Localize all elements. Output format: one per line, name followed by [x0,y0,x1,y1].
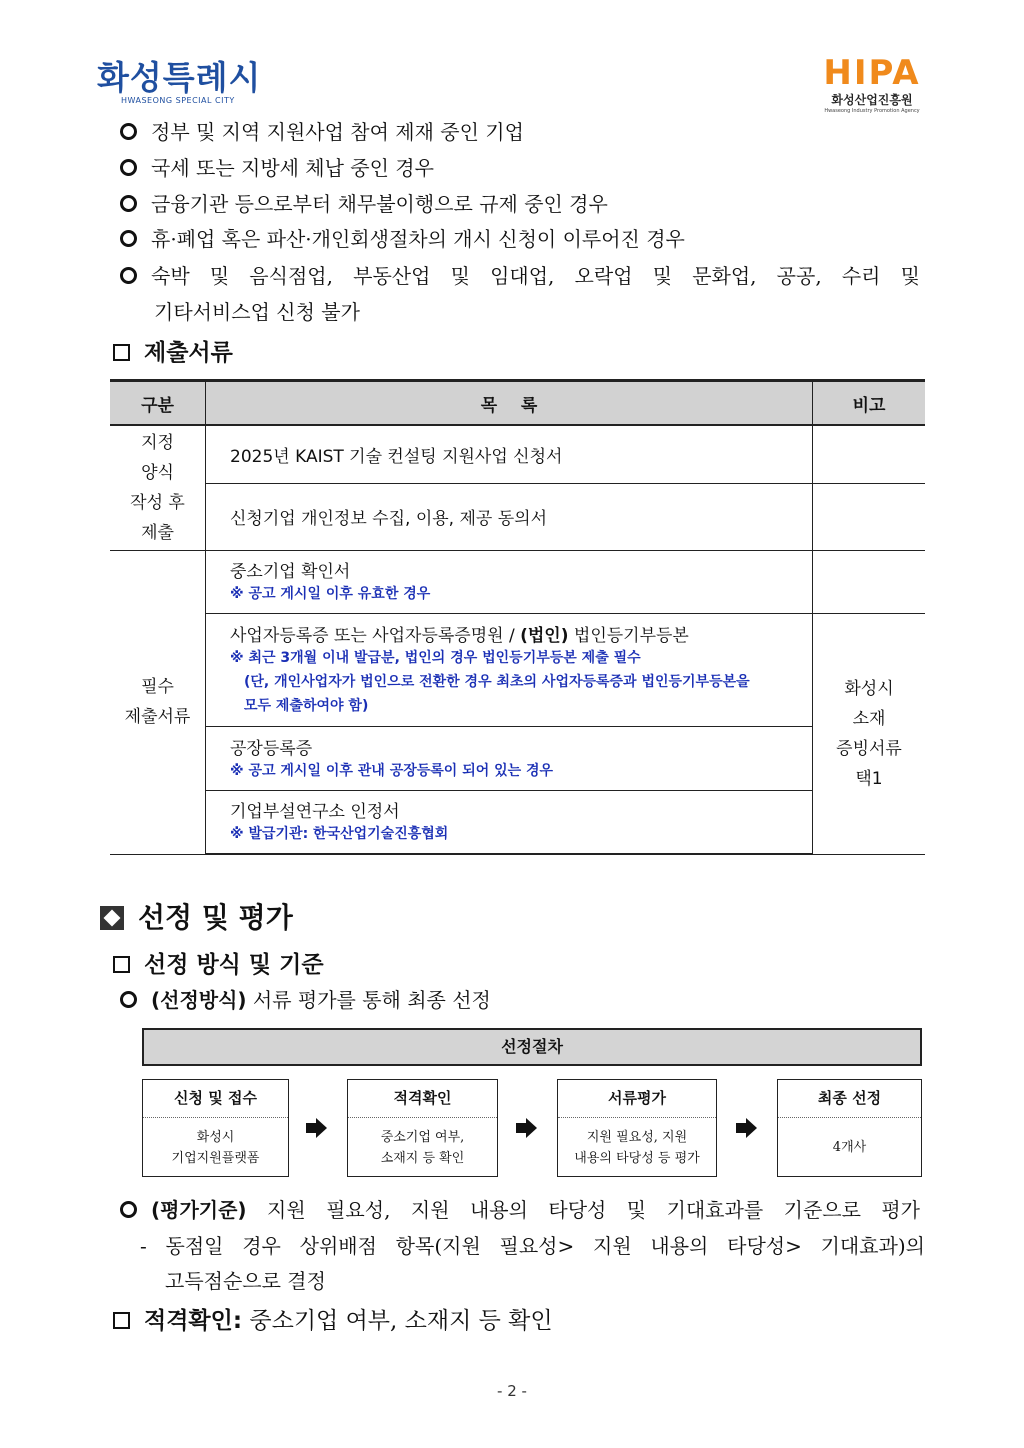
flow-step-2: 적격확인 중소기업 여부, 소재지 등 확인 [347,1079,498,1177]
doc-factory-note: ※ 공고 게시일 이후 관내 공장등록이 되어 있는 경우 [230,762,554,779]
remark-empty-1 [813,425,926,483]
selection-heading: 선정 방식 및 기준 [113,946,324,979]
hwaseong-logo-subtext: HWASEONG SPECIAL CITY [121,96,235,105]
category-required-docs: 필수 제출서류 [110,550,206,854]
exclusion-item-5: 숙박 및 음식점업, 부동산업 및 임대업, 오락업 및 문화업, 공공, 수리 및 [120,258,920,294]
remark-location-proof: 화성시 소재 증빙서류 택1 [813,613,926,854]
col-header-category: 구분 [110,381,206,426]
hipa-logo-korean: 화성산업진흥원 [831,93,913,107]
tie-break-rule: - 동점일 경우 상위배점 항목(지원 필요성> 지원 내용의 타당성> 기대효과)의 [140,1234,925,1258]
circle-bullet-icon [120,230,137,247]
selection-method: (선정방식) 서류 평가를 통해 최종 선정 [120,982,928,1018]
section-title: 선정 및 평가 [100,896,293,936]
flow-step-3: 서류평가 지원 필요성, 지원 내용의 타당성 등 평가 [557,1079,717,1177]
exclusion-item-2: 국세 또는 지방세 체납 중인 경우 [120,150,928,186]
evaluation-criteria: (평가기준) 지원 필요성, 지원 내용의 타당성 및 기대효과를 기준으로 평가 [120,1192,920,1228]
doc-business-note: ※ 최근 3개월 이내 발급분, 법인의 경우 법인등기부등본 제출 필수 (단, 개인사업자가 법인으로 전환한 경우 최초의 사업자등록증과 법인등기부등본을 모두 제출하여야 함) [230,650,750,714]
category-designated-form: 지정 양식 작성 후 제출 [110,425,206,550]
exclusion-item-4: 휴·폐업 혹은 파산·개인회생절차의 개시 신청이 이루어진 경우 [120,221,928,257]
square-bullet-icon [113,344,130,361]
circle-bullet-icon [120,267,137,284]
remark-empty-2 [813,483,926,550]
exclusion-item-5-cont: 기타서비스업 신청 불가 [154,300,360,324]
exclusion-item-1: 정부 및 지역 지원사업 참여 제재 중인 기업 [120,114,928,150]
square-bullet-icon [113,1312,130,1329]
hwaseong-logo-text: 화성특례시 [97,58,262,97]
remark-empty-3 [813,550,926,613]
circle-bullet-icon [120,159,137,176]
circle-bullet-icon [120,1201,137,1218]
exclusion-item-3: 금융기관 등으로부터 채무불이행으로 규제 중인 경우 [120,186,928,222]
flow-title-bar: 선정절차 [142,1028,922,1066]
doc-application-form: 2025년 KAIST 기술 컨설팅 지원사업 신청서 [206,425,813,483]
tie-break-rule-cont: 고득점순으로 결정 [165,1269,326,1293]
doc-sme-note: ※ 공고 게시일 이후 유효한 경우 [230,586,431,602]
page-number: - 2 - [497,1382,527,1400]
hwaseong-city-logo [97,60,261,105]
circle-bullet-icon [120,991,137,1008]
hipa-logo-text: HIPA [823,53,921,93]
doc-research-note: ※ 발급기관: 한국산업기술진흥협회 [230,826,449,843]
eligibility-heading: 적격확인: 중소기업 여부, 소재지 등 확인 [113,1302,553,1335]
diamond-square-icon [100,906,124,930]
flow-step-1: 신청 및 접수 화성시 기업지원플랫폼 [142,1079,289,1177]
flow-step-4: 최종 선정 4개사 [777,1079,922,1177]
square-bullet-icon [113,956,130,973]
doc-sme-certificate: 중소기업 확인서 ※ 공고 게시일 이후 유효한 경우 [206,550,813,613]
circle-bullet-icon [120,123,137,140]
documents-table [110,379,925,855]
doc-factory-registration: 공장등록증 ※ 공고 게시일 이후 관내 공장등록이 되어 있는 경우 [206,726,813,790]
col-header-list: 목 록 [206,381,813,426]
circle-bullet-icon [120,195,137,212]
doc-business-registration: 사업자등록증 또는 사업자등록증명원 / (법인) 법인등기부등본 ※ 최근 3개월 이내 발급분, 법인의 경우 법인등기부등본 제출 필수 (단, 개인사업자가 법인으로 전환한 경우 최초의 사업자등록증과 법인등기부등본을 모두 제출하여야 함) [206,613,813,726]
doc-research-institute: 기업부설연구소 인정서 ※ 발급기관: 한국산업기술진흥협회 [206,790,813,854]
hipa-logo [822,53,922,114]
hipa-logo-english: Hwaseong Industry Promotion Agency [824,108,920,114]
doc-privacy-consent: 신청기업 개인정보 수집, 이용, 제공 동의서 [206,483,813,550]
col-header-remark: 비고 [813,381,926,426]
docs-heading: 제출서류 [113,334,233,367]
